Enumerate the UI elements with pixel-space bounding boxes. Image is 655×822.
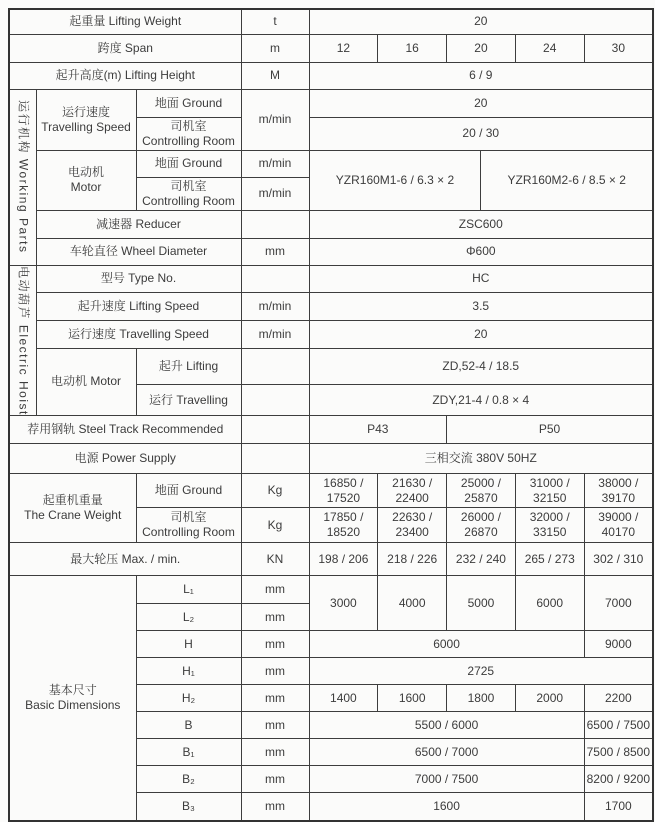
dim-b1-label: B₁ [136,739,241,766]
hoist-lifting-speed-unit: m/min [241,292,309,320]
span-value: 16 [378,34,447,62]
dim-h2-label: H₂ [136,685,241,712]
reducer-value: ZSC600 [309,210,653,238]
crane-weight-ground-unit: Kg [241,474,309,508]
dim-b2-unit: mm [241,766,309,793]
table-row [9,348,653,385]
hoist-lifting-speed-label: 起升速度 Lifting Speed [36,292,241,320]
lifting-weight-value: 20 [309,9,653,34]
dim-b2-value: 7000 / 7500 [309,766,584,793]
lifting-height-unit: M [241,62,309,89]
dim-h2-value: 1400 [309,685,378,712]
max-wheel-load-value: 302 / 310 [584,543,653,576]
table-row [9,150,653,177]
dim-b1-unit: mm [241,739,309,766]
dim-b1-value: 6500 / 7000 [309,739,584,766]
max-wheel-load-value: 265 / 273 [515,543,584,576]
dim-b3-value: 1700 [584,793,653,821]
motor-cab-unit: m/min [241,177,309,210]
crane-weight-ground-value: 16850 / 17520 [309,474,378,508]
dim-h-value: 9000 [584,631,653,658]
hoist-motor-travelling-unit [241,385,309,416]
power-supply-label: 电源 Power Supply [9,444,241,474]
lifting-height-label: 起升高度(m) Lifting Height [9,62,241,89]
wheel-diameter-value: Φ600 [309,238,653,265]
crane-weight-ground-value: 38000 / 39170 [584,474,653,508]
lifting-weight-label: 起重量 Lifting Weight [9,9,241,34]
max-wheel-load-value: 198 / 206 [309,543,378,576]
dim-b-value: 6500 / 7500 [584,712,653,739]
table-row [9,34,653,62]
wheel-diameter-label: 车轮直径 Wheel Diameter [36,238,241,265]
motor-cab-label: 司机室 Controlling Room [136,177,241,210]
span-label: 跨度 Span [9,34,241,62]
table-row [9,238,653,265]
dim-b1-value: 7500 / 8500 [584,739,653,766]
power-supply-unit [241,444,309,474]
dim-b-label: B [136,712,241,739]
type-no-unit [241,265,309,292]
crane-weight-ground-value: 31000 / 32150 [515,474,584,508]
max-wheel-load-value: 232 / 240 [447,543,516,576]
hoist-motor-travelling-value: ZDY,21-4 / 0.8 × 4 [309,385,653,416]
dim-l-value: 5000 [447,576,516,631]
crane-weight-cab-value: 39000 / 40170 [584,508,653,543]
dim-h1-label: H₁ [136,658,241,685]
travelling-speed-ground-label: 地面 Ground [136,89,241,117]
dim-b-value: 5500 / 6000 [309,712,584,739]
dim-l1-label: L₁ [136,576,241,604]
table-row [9,416,653,444]
span-value: 20 [447,34,516,62]
hoist-motor-label: 电动机 Motor [36,348,136,416]
table-row [9,576,653,604]
crane-weight-cab-value: 26000 / 26870 [447,508,516,543]
dim-h-label: H [136,631,241,658]
hoist-motor-lifting-value: ZD,52-4 / 18.5 [309,348,653,385]
section-electric-hoist [9,265,36,416]
crane-weight-ground-value: 25000 / 25870 [447,474,516,508]
dim-l2-label: L₂ [136,604,241,631]
motor-label: 电动机 Motor [36,150,136,210]
crane-weight-label: 起重机重量 The Crane Weight [9,474,136,543]
type-no-label: 型号 Type No. [36,265,241,292]
table-row [9,543,653,576]
crane-weight-ground-label: 地面 Ground [136,474,241,508]
reducer-label: 减速器 Reducer [36,210,241,238]
crane-weight-cab-value: 32000 / 33150 [515,508,584,543]
dim-h2-value: 2200 [584,685,653,712]
dim-b-unit: mm [241,712,309,739]
steel-track-value: P43 [309,416,447,444]
span-value: 30 [584,34,653,62]
hoist-travelling-speed-value: 20 [309,320,653,348]
dim-l2-unit: mm [241,604,309,631]
dim-h2-value: 1800 [447,685,516,712]
hoist-motor-lifting-label: 起升 Lifting [136,348,241,385]
hoist-motor-travelling-label: 运行 Travelling [136,385,241,416]
lifting-weight-unit: t [241,9,309,34]
hoist-lifting-speed-value: 3.5 [309,292,653,320]
max-wheel-load-label: 最大轮压 Max. / min. [9,543,241,576]
dim-b2-label: B₂ [136,766,241,793]
power-supply-value: 三相交流 380V 50HZ [309,444,653,474]
type-no-value: HC [309,265,653,292]
motor-value: YZR160M1-6 / 6.3 × 2 [309,150,481,210]
table-row [9,265,653,292]
crane-weight-cab-value: 22630 / 23400 [378,508,447,543]
section-working-parts-label: 运行机构 Working Parts [16,100,31,254]
dim-b2-value: 8200 / 9200 [584,766,653,793]
dim-h2-value: 1600 [378,685,447,712]
motor-ground-label: 地面 Ground [136,150,241,177]
span-value: 12 [309,34,378,62]
dim-b3-value: 1600 [309,793,584,821]
dim-h1-unit: mm [241,658,309,685]
steel-track-label: 荐用钢轨 Steel Track Recommended [9,416,241,444]
table-row [9,320,653,348]
dim-l-value: 4000 [378,576,447,631]
travelling-speed-label: 运行速度 Travelling Speed [36,89,136,150]
steel-track-value: P50 [447,416,653,444]
dim-b3-label: B₃ [136,793,241,821]
motor-value: YZR160M2-6 / 8.5 × 2 [481,150,653,210]
crane-spec-table [8,8,654,822]
dim-l-value: 3000 [309,576,378,631]
travelling-speed-unit: m/min [241,89,309,150]
max-wheel-load-unit: KN [241,543,309,576]
span-unit: m [241,34,309,62]
travelling-speed-cab-value: 20 / 30 [309,117,653,150]
span-value: 24 [515,34,584,62]
hoist-travelling-speed-label: 运行速度 Travelling Speed [36,320,241,348]
hoist-motor-lifting-unit [241,348,309,385]
section-working-parts [9,89,36,265]
table-row [9,9,653,34]
crane-weight-ground-value: 21630 / 22400 [378,474,447,508]
steel-track-unit [241,416,309,444]
dim-h-value: 6000 [309,631,584,658]
table-row [9,292,653,320]
dim-h2-value: 2000 [515,685,584,712]
dim-h2-unit: mm [241,685,309,712]
table-row [9,474,653,508]
table-row [9,62,653,89]
dim-l-value: 6000 [515,576,584,631]
dim-l1-unit: mm [241,576,309,604]
crane-weight-cab-value: 17850 / 18520 [309,508,378,543]
dim-h-unit: mm [241,631,309,658]
crane-weight-cab-unit: Kg [241,508,309,543]
max-wheel-load-value: 218 / 226 [378,543,447,576]
hoist-travelling-speed-unit: m/min [241,320,309,348]
motor-ground-unit: m/min [241,150,309,177]
table-row [9,89,653,117]
travelling-speed-cab-label: 司机室 Controlling Room [136,117,241,150]
wheel-diameter-unit: mm [241,238,309,265]
table-row [9,210,653,238]
basic-dimensions-label: 基本尺寸 Basic Dimensions [9,576,136,821]
crane-weight-cab-label: 司机室 Controlling Room [136,508,241,543]
dim-l-value: 7000 [584,576,653,631]
reducer-unit [241,210,309,238]
dim-h1-value: 2725 [309,658,653,685]
travelling-speed-ground-value: 20 [309,89,653,117]
section-electric-hoist-label: 电动葫芦 Electric Hoist [16,265,31,416]
lifting-height-value: 6 / 9 [309,62,653,89]
table-row [9,444,653,474]
dim-b3-unit: mm [241,793,309,821]
